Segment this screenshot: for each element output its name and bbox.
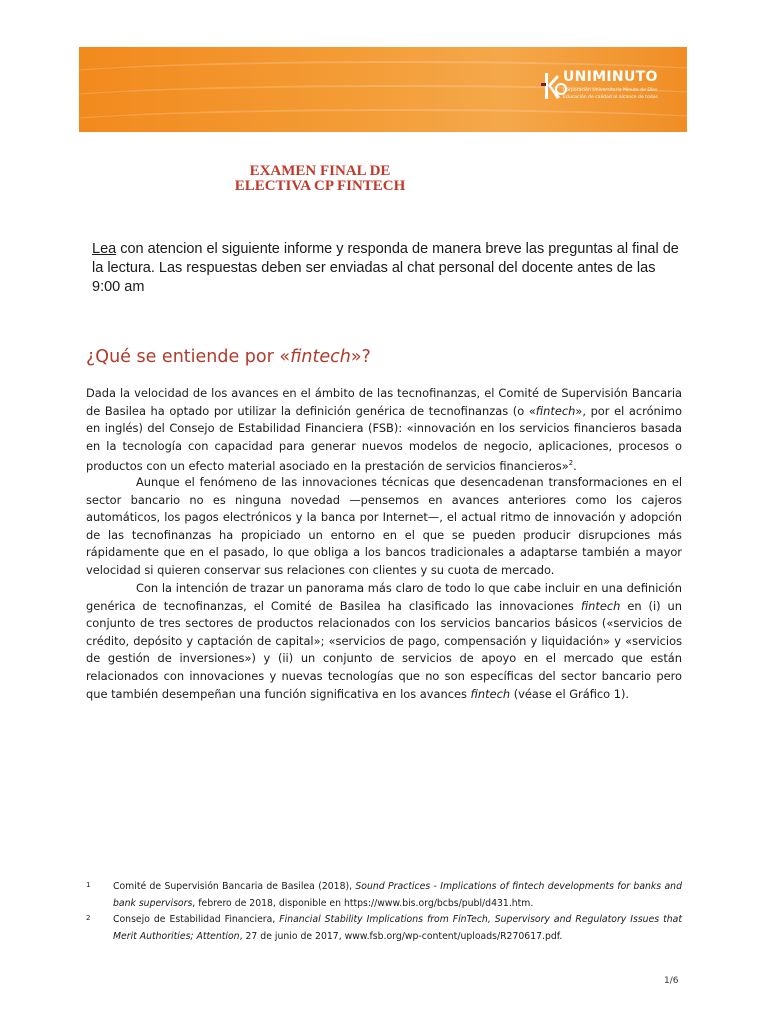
footnote-number: 2 bbox=[86, 914, 91, 922]
header-banner bbox=[79, 47, 687, 132]
paragraph-text: Dada la velocidad de los avances en el ámbito de las tecnofinanzas, el Comité de Supervisión Bancaria de Basilea ha optado por utilizar la definición genérica de tecnofinanzas (o « bbox=[86, 386, 682, 418]
footnote-text-part: Comité de Supervisión Bancaria de Basilea (2018), bbox=[113, 881, 356, 892]
footnote-number: 1 bbox=[86, 881, 91, 889]
brand-tagline: Educación de calidad al alcance de todos bbox=[563, 95, 658, 100]
instructions bbox=[92, 240, 682, 297]
page-number: 1/6 bbox=[664, 976, 679, 986]
footnote-emphasis: Sound Practices - Implications of fintech developments for banks and bank supervisors bbox=[113, 881, 682, 909]
footnote-1 bbox=[86, 878, 682, 912]
paragraph-text: Con la intención de trazar un panorama más claro de todo lo que cabe incluir en una definición genérica de tecnofinanzas, el Comité de Basilea ha clasificado las innovaciones bbox=[86, 581, 682, 613]
paragraph-text: . bbox=[573, 459, 577, 474]
footnote-text-part: , 27 de junio de 2017, www.fsb.org/wp-content/uploads/R270617.pdf. bbox=[239, 931, 563, 942]
footnote-2 bbox=[86, 911, 682, 945]
paragraph-emphasis: fintech bbox=[535, 403, 576, 418]
heading-text-end: »? bbox=[350, 347, 371, 367]
uniminuto-logo bbox=[539, 65, 679, 115]
instructions-text: con atencion el siguiente informe y responda de manera breve las preguntas al final de la lectura. Las respuestas deben ser enviadas al chat personal del docente antes de las 9:00 am bbox=[92, 241, 679, 295]
footnote-text-part: Consejo de Estabilidad Financiera, bbox=[113, 914, 280, 925]
paragraph-text: (véase el Gráfico 1). bbox=[510, 686, 630, 701]
exam-title-line1: EXAMEN FINAL DE bbox=[249, 163, 391, 179]
paragraph-3 bbox=[86, 580, 682, 703]
footnote-emphasis: Financial Stability Implications from FinTech, Supervisory and Regulatory Issues that Merit Authorities; Attention bbox=[113, 914, 682, 942]
paragraph-emphasis: fintech bbox=[470, 686, 511, 701]
footnote-text bbox=[113, 911, 682, 945]
brand-subtitle: Corporación Universitaria Minuto de Dios bbox=[563, 88, 658, 93]
footnote-reference: 2 bbox=[568, 459, 574, 468]
footnote-text-part: , febrero de 2018, disponible en https://www.bis.org/bcbs/publ/d431.htm. bbox=[192, 898, 534, 909]
paragraph-2: Aunque el fenómeno de las innovaciones técnicas que desencadenan transformaciones en el sector bancario no es ninguna novedad —pensemos en avances anteriores como los cajeros automáticos, los pagos electrónicos y la banca por Internet—, el actual ritmo de innovación y adopción de las tecnofinanzas ha propiciado un entorno en el que se pueden producir disrupciones más rápidamente que en el pasado, lo que obliga a los bancos tradicionales a adaptarse también a mayor velocidad si quieren conservar sus relaciones con clientes y su cuota de mercado. bbox=[86, 475, 682, 577]
paragraph-emphasis: fintech bbox=[580, 598, 621, 613]
instructions-lead: Lea bbox=[92, 241, 117, 257]
exam-title-line2: ELECTIVA CP FINTECH bbox=[234, 178, 406, 194]
exam-title bbox=[200, 164, 440, 194]
heading-emphasis: fintech bbox=[290, 347, 351, 367]
paragraph-1 bbox=[86, 385, 682, 476]
brand-name: UNIMINUTO bbox=[563, 69, 658, 85]
section-heading bbox=[86, 347, 371, 367]
heading-text: ¿Qué se entiende por « bbox=[86, 347, 291, 367]
paragraph-text: en (i) un conjunto de tres sectores de productos relacionados con los servicios bancarios básicos («servicios de crédito, depósito y captación de capital»; «servicios de pago, compensación y liquidación» y «servicios de gestión de inversiones») y (ii) un conjunto de servicios de apoyo en el mercado que están relacionados con innovaciones y nuevas tecnologías que no son específicas del sector bancario pero que también desempeñan una función significativa en los avances bbox=[86, 598, 682, 701]
footnote-text bbox=[113, 878, 682, 912]
paragraph-text: », por el acrónimo en inglés) del Consejo de Estabilidad Financiera (FSB): «innovación en los servicios financieros basada en la tecnología con capacidad para generar nuevos modelos de negocio, aplicaciones, procesos o productos con un efecto material asociado en la prestación de servicios financieros» bbox=[86, 403, 682, 474]
